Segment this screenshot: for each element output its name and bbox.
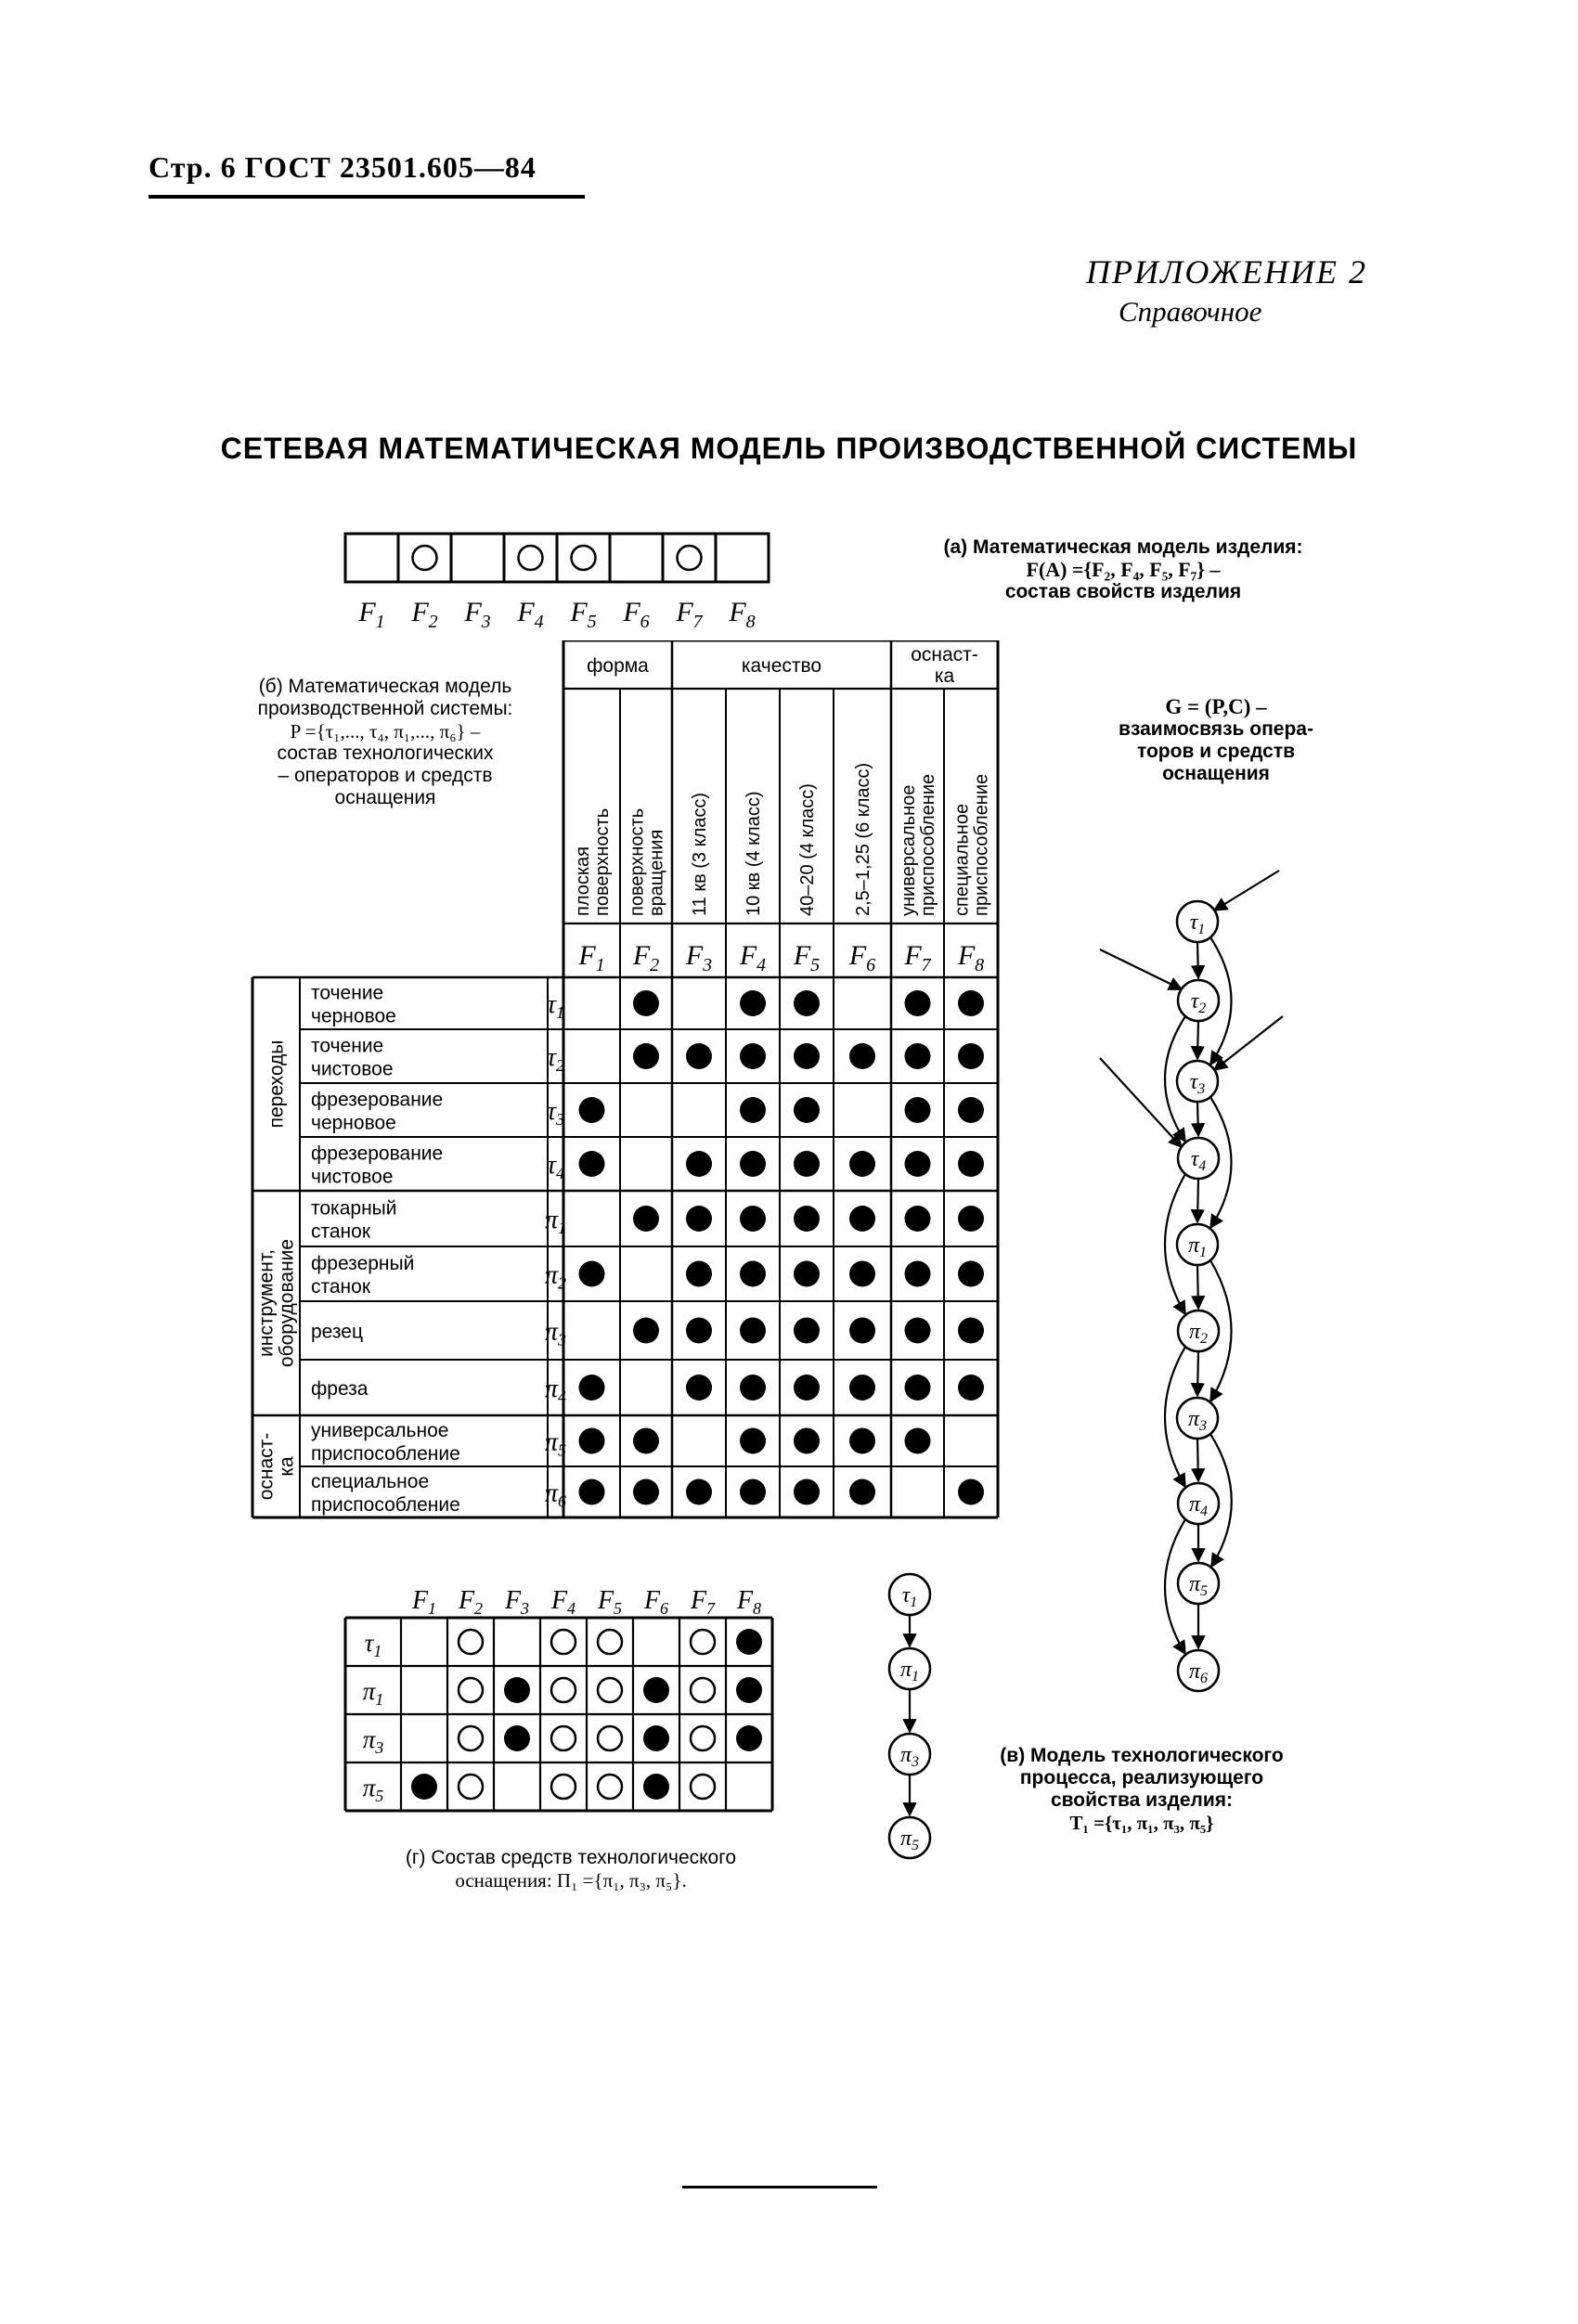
row-symbol: $\tau_4$ <box>546 1151 565 1182</box>
vector-mark <box>413 546 437 570</box>
vector-cell <box>398 534 451 582</box>
row-symbol: $\tau_2$ <box>546 1043 565 1075</box>
small-hollow-mark <box>551 1775 576 1799</box>
row-group-label: оснаст- <box>255 1432 278 1501</box>
small-hollow-mark <box>551 1630 576 1654</box>
matrix-dot <box>958 1151 984 1177</box>
row-label: приспособление <box>311 1443 460 1465</box>
vector-feature-label: $F_1$ <box>358 597 385 632</box>
graph-node-label: $\pi_6$ <box>1188 1659 1209 1686</box>
matrix-dot <box>849 1043 875 1069</box>
row-label: точение <box>311 1035 384 1057</box>
caption-b-line1: (б) Математическая модель <box>258 676 512 697</box>
small-hollow-mark <box>459 1726 483 1750</box>
small-feature-label: $F_6$ <box>643 1586 669 1618</box>
chain-node-label: $\pi_5$ <box>899 1827 920 1853</box>
graph-node-label: $\pi_5$ <box>1188 1572 1209 1599</box>
graph-node-label: $\tau_4$ <box>1190 1147 1207 1174</box>
graph-edge <box>1214 871 1279 910</box>
matrix-dot <box>740 1206 766 1232</box>
bottom-rule <box>682 2186 877 2188</box>
caption-graph-line4: оснащения <box>1162 763 1270 784</box>
matrix-dot <box>794 1261 820 1287</box>
group-osnastka-2: ка <box>934 665 955 687</box>
column-feature-label: $F_3$ <box>685 940 713 975</box>
caption-v <box>975 1745 1309 1834</box>
graph-edge <box>1197 1439 1198 1481</box>
caption-graph <box>1067 696 1365 785</box>
matrix-dot <box>849 1318 875 1344</box>
small-hollow-mark <box>459 1775 483 1799</box>
matrix-dot <box>633 1043 659 1069</box>
vector-feature-label: $F_7$ <box>676 597 703 632</box>
graph-node-label: $\pi_3$ <box>1187 1407 1208 1434</box>
small-row-symbol: $\pi_1$ <box>362 1677 384 1709</box>
caption-d-line2: оснащения: Π₁ ={π₁, π₃, π₅}. <box>455 1869 687 1891</box>
matrix-dot <box>579 1097 605 1123</box>
graph-node-label: $\tau_3$ <box>1189 1070 1206 1097</box>
row-label: фрезерный <box>311 1253 415 1274</box>
matrix-dot <box>740 1479 766 1505</box>
caption-graph-line2: взаимосвязь опера- <box>1119 718 1313 740</box>
matrix-dot <box>740 1097 766 1123</box>
matrix-dot <box>579 1261 605 1287</box>
graph-edge <box>1197 1351 1198 1396</box>
matrix-dot <box>794 990 820 1016</box>
column-header: вращения <box>646 829 667 916</box>
graph-edge <box>1197 1102 1198 1136</box>
column-feature-label: $F_5$ <box>793 940 821 975</box>
column-header: 11 кв (3 класс) <box>690 792 710 916</box>
vector-mark <box>678 546 702 570</box>
small-feature-label: $F_7$ <box>690 1586 716 1618</box>
matrix-dot <box>794 1206 820 1232</box>
chain-node-label: $\pi_1$ <box>899 1658 920 1685</box>
column-header: поверхность <box>627 807 648 916</box>
caption-b-line2: производственной системы: <box>257 698 513 719</box>
matrix-dot <box>633 1318 659 1344</box>
row-group-label: инструмент, <box>255 1249 278 1357</box>
column-feature-label: $F_2$ <box>632 940 660 975</box>
column-feature-label: $F_8$ <box>957 940 985 975</box>
small-feature-label: $F_1$ <box>411 1586 437 1618</box>
matrix-dot <box>905 1375 931 1401</box>
matrix-dot <box>686 1318 712 1344</box>
row-symbol: $\pi_2$ <box>544 1260 567 1293</box>
vector-cell <box>557 534 610 582</box>
graph-edge <box>1197 1021 1198 1059</box>
row-label: резец <box>311 1321 363 1343</box>
row-label: чистовое <box>311 1058 394 1080</box>
small-filled-mark <box>736 1725 762 1751</box>
matrix-dot <box>633 1428 659 1454</box>
matrix-dot <box>849 1428 875 1454</box>
page-header: Стр. 6 ГОСТ 23501.605—84 <box>149 150 537 184</box>
caption-b-line6: оснащения <box>334 787 436 808</box>
caption-d <box>348 1847 794 1891</box>
small-hollow-mark <box>691 1678 715 1702</box>
small-filled-mark <box>411 1774 437 1800</box>
row-symbol: $\tau_1$ <box>546 990 565 1022</box>
matrix-dot <box>740 1261 766 1287</box>
operator-graph <box>1077 863 1318 1726</box>
matrix-dot <box>905 1097 931 1123</box>
column-feature-label: $F_4$ <box>739 940 767 975</box>
row-label: чистовое <box>311 1166 394 1188</box>
vector-cell <box>663 534 716 582</box>
caption-b-line4: состав технологических <box>277 742 494 764</box>
small-filled-mark <box>736 1629 762 1655</box>
caption-d-line1: (г) Состав средств технологического <box>405 1847 737 1868</box>
row-symbol: $\pi_6$ <box>544 1478 567 1511</box>
matrix-dot <box>633 1206 659 1232</box>
main-title: СЕТЕВАЯ МАТЕМАТИЧЕСКАЯ МОДЕЛЬ ПРОИЗВОДСТВЕННОЙ СИСТЕМЫ <box>220 432 1358 465</box>
row-label: универсальное <box>311 1420 449 1441</box>
small-feature-label: $F_3$ <box>504 1586 530 1618</box>
matrix-dot <box>686 1206 712 1232</box>
matrix-dot <box>686 1375 712 1401</box>
small-hollow-mark <box>598 1775 622 1799</box>
column-header: 40–20 (4 класс) <box>797 783 818 916</box>
matrix-dot <box>958 1206 984 1232</box>
matrix-dot <box>905 1318 931 1344</box>
small-filled-mark <box>504 1725 530 1751</box>
caption-graph-line3: торов и средств <box>1136 741 1296 762</box>
matrix-dot <box>579 1375 605 1401</box>
matrix-dot <box>905 1261 931 1287</box>
annex-subtitle: Справочное <box>1119 295 1262 328</box>
row-group-label: переходы <box>265 1039 288 1129</box>
column-feature-label: $F_7$ <box>904 940 931 975</box>
matrix-dot <box>740 1428 766 1454</box>
small-hollow-mark <box>551 1678 576 1702</box>
matrix-dot <box>958 1097 984 1123</box>
row-label: специальное <box>311 1471 430 1492</box>
caption-b-line3: P ={τ₁,..., τ₄, π₁,..., π₆} – <box>290 720 481 742</box>
row-symbol: $\pi_3$ <box>544 1317 567 1349</box>
vector-mark <box>572 546 596 570</box>
matrix-dot <box>794 1479 820 1505</box>
matrix-dot <box>579 1151 605 1177</box>
group-forma: форма <box>587 655 649 677</box>
vector-cell <box>504 534 557 582</box>
vector-cell <box>345 534 398 582</box>
matrix-dot <box>579 1479 605 1505</box>
small-hollow-mark <box>598 1726 622 1750</box>
matrix-dot <box>740 1318 766 1344</box>
matrix-dot <box>849 1375 875 1401</box>
row-label: фрезерование <box>311 1143 444 1165</box>
graph-node-label: $\pi_4$ <box>1188 1492 1209 1519</box>
graph-edge <box>1197 942 1198 978</box>
matrix-dot <box>794 1097 820 1123</box>
vector-feature-label: $F_6$ <box>623 597 650 632</box>
column-feature-label: $F_1$ <box>578 940 605 975</box>
row-label: черновое <box>311 1005 396 1027</box>
vector-cell <box>610 534 663 582</box>
small-feature-label: $F_2$ <box>458 1586 484 1618</box>
column-header: поверхность <box>592 807 613 916</box>
vector-feature-label: $F_2$ <box>411 597 438 632</box>
column-header: 2,5–1,25 (6 класс) <box>853 762 873 916</box>
matrix-dot <box>686 1479 712 1505</box>
small-hollow-mark <box>551 1726 576 1750</box>
small-hollow-mark <box>598 1630 622 1654</box>
row-label: приспособление <box>311 1494 460 1516</box>
matrix-dot <box>905 1151 931 1177</box>
row-symbol: $\pi_5$ <box>544 1427 567 1460</box>
small-hollow-mark <box>691 1726 715 1750</box>
process-chain <box>868 1569 951 1884</box>
vector-cell <box>716 534 769 582</box>
matrix-dot <box>633 990 659 1016</box>
small-matrix <box>334 1573 845 1842</box>
small-hollow-mark <box>691 1630 715 1654</box>
small-filled-mark <box>504 1677 530 1703</box>
matrix-dot <box>686 1261 712 1287</box>
column-header: приспособление <box>918 773 938 916</box>
matrix-dot <box>686 1151 712 1177</box>
small-row-symbol: $\pi_3$ <box>362 1725 384 1757</box>
matrix-dot <box>794 1151 820 1177</box>
column-feature-label: $F_6$ <box>848 940 876 975</box>
row-symbol: $\pi_1$ <box>544 1206 567 1237</box>
row-label: токарный <box>311 1197 397 1220</box>
small-filled-mark <box>643 1774 669 1800</box>
matrix-dot <box>740 1375 766 1401</box>
caption-v-line1: (в) Модель технологического <box>1000 1745 1284 1766</box>
matrix-dot <box>958 1375 984 1401</box>
small-hollow-mark <box>459 1678 483 1702</box>
column-header: плоская <box>573 846 593 916</box>
row-label: станок <box>311 1220 371 1243</box>
caption-v-line4: T₁ ={τ₁, π₁, π₃, π₅} <box>1069 1812 1214 1834</box>
small-feature-label: $F_5$ <box>597 1586 623 1618</box>
matrix-dot <box>905 990 931 1016</box>
group-osnastka-1: оснаст- <box>911 644 978 665</box>
matrix-dot <box>849 1151 875 1177</box>
caption-graph-line1: G = (P,C) – <box>1165 695 1267 718</box>
row-symbol: $\tau_3$ <box>546 1097 565 1129</box>
caption-a-line3: состав свойств изделия <box>1004 581 1242 602</box>
row-group-label: ка <box>276 1456 298 1477</box>
matrix-dot <box>958 1318 984 1344</box>
graph-edge <box>1214 1016 1283 1070</box>
caption-b-line5: – операторов и средств <box>278 765 493 786</box>
row-label: фрезерование <box>311 1089 444 1111</box>
caption-v-line2: процесса, реализующего <box>1019 1767 1264 1788</box>
vector-cell <box>451 534 504 582</box>
group-kachestvo: качество <box>741 655 822 677</box>
chain-node-label: $\pi_3$ <box>899 1743 920 1770</box>
graph-edge <box>1197 1265 1198 1309</box>
vector-feature-label: $F_3$ <box>464 597 491 632</box>
small-filled-mark <box>643 1725 669 1751</box>
matrix-dot <box>958 1479 984 1505</box>
matrix-dot <box>740 990 766 1016</box>
annex-title: ПРИЛОЖЕНИЕ 2 <box>1086 253 1367 290</box>
row-label: станок <box>311 1276 371 1298</box>
production-matrix <box>241 640 1021 1522</box>
matrix-dot <box>740 1151 766 1177</box>
row-group-label: оборудование <box>276 1238 298 1368</box>
graph-node-label: $\pi_1$ <box>1187 1233 1208 1260</box>
vector-feature-label: $F_8$ <box>729 597 756 632</box>
row-label: точение <box>311 982 384 1004</box>
matrix-dot <box>958 1261 984 1287</box>
caption-a-line1: (а) Математическая модель изделия: <box>943 536 1303 558</box>
small-feature-label: $F_8$ <box>736 1586 762 1618</box>
column-header: приспособление <box>971 773 992 916</box>
vector-feature-label: $F_5$ <box>570 597 597 632</box>
matrix-dot <box>633 1479 659 1505</box>
small-filled-mark <box>736 1677 762 1703</box>
matrix-dot <box>794 1375 820 1401</box>
vector-feature-label: $F_4$ <box>517 597 544 632</box>
matrix-dot <box>740 1043 766 1069</box>
matrix-dot <box>958 990 984 1016</box>
caption-a <box>873 536 1374 603</box>
matrix-dot <box>905 1428 931 1454</box>
small-hollow-mark <box>691 1775 715 1799</box>
column-header: универсальное <box>899 784 919 916</box>
matrix-dot <box>794 1428 820 1454</box>
graph-node-label: $\tau_1$ <box>1189 910 1206 937</box>
column-header: специальное <box>951 803 973 916</box>
graph-edge <box>1197 1179 1198 1222</box>
matrix-dot <box>849 1479 875 1505</box>
matrix-dot <box>686 1043 712 1069</box>
matrix-dot <box>849 1206 875 1232</box>
row-label: фреза <box>311 1378 369 1400</box>
small-hollow-mark <box>459 1630 483 1654</box>
matrix-dot <box>958 1043 984 1069</box>
matrix-dot <box>905 1206 931 1232</box>
matrix-dot <box>794 1043 820 1069</box>
small-feature-label: $F_4$ <box>550 1586 576 1618</box>
column-header: 10 кв (4 класс) <box>744 791 764 916</box>
graph-edge <box>1100 949 1182 989</box>
small-row-symbol: $\tau_1$ <box>364 1629 382 1660</box>
small-filled-mark <box>643 1677 669 1703</box>
graph-edge <box>1100 1058 1182 1147</box>
row-label: черновое <box>311 1112 396 1134</box>
chain-node-label: $\tau_1$ <box>901 1583 918 1610</box>
graph-node-label: $\pi_2$ <box>1188 1320 1209 1347</box>
matrix-dot <box>579 1428 605 1454</box>
matrix-dot <box>905 1043 931 1069</box>
graph-node-label: $\tau_2$ <box>1190 989 1207 1016</box>
product-vector <box>334 524 780 636</box>
vector-mark <box>519 546 543 570</box>
matrix-dot <box>794 1318 820 1344</box>
caption-v-line3: свойства изделия: <box>1050 1789 1233 1811</box>
header-rule <box>149 195 585 199</box>
small-row-symbol: $\pi_5$ <box>362 1774 384 1805</box>
caption-a-line2: F(A) ={F₂, F₄, F₅, F₇} – <box>1026 558 1221 581</box>
small-hollow-mark <box>598 1678 622 1702</box>
row-symbol: $\pi_4$ <box>544 1375 567 1406</box>
matrix-dot <box>849 1261 875 1287</box>
